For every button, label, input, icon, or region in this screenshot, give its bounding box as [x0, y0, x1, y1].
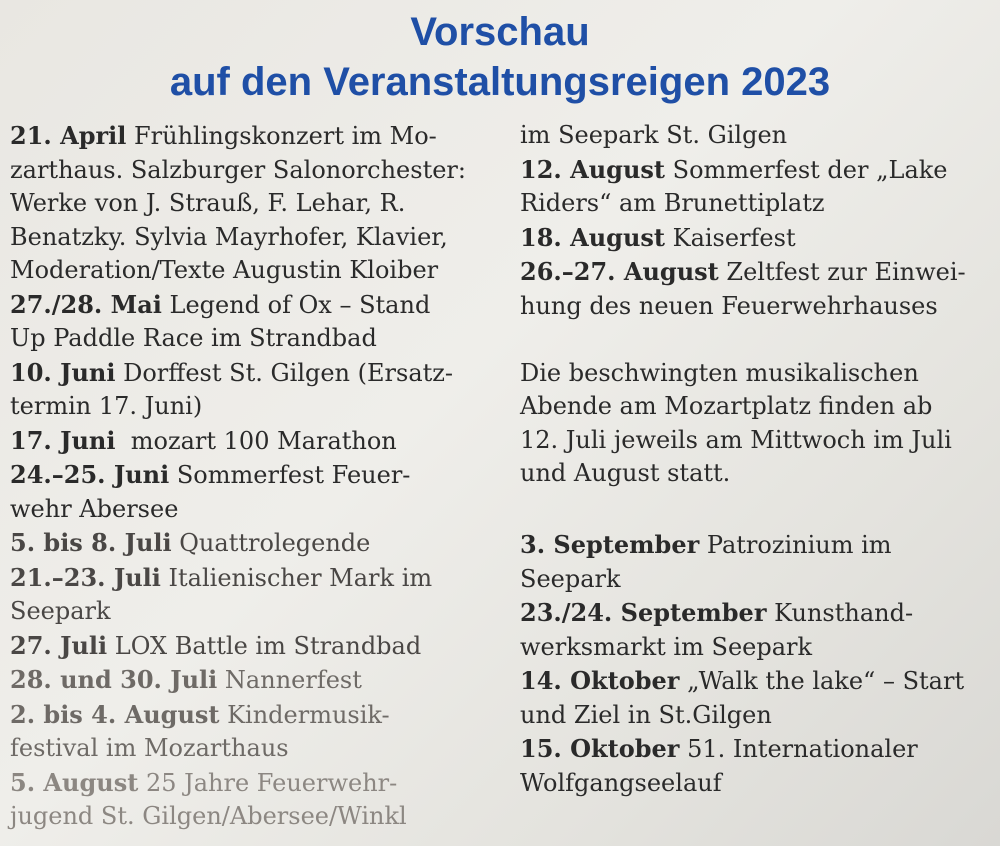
event-date: 3. September — [520, 530, 700, 559]
event-entry — [10, 698, 480, 766]
event-text: Zeltfest zur Einwei- — [718, 258, 966, 286]
event-date: 10. Juni — [10, 357, 116, 387]
event-text: Nannerfest — [217, 666, 362, 694]
event-date: 21. April — [10, 121, 127, 150]
event-entry — [520, 153, 995, 221]
event-text: festival im Mozarthaus — [10, 734, 289, 762]
event-entry — [10, 288, 480, 356]
event-date: 26.–27. August — [520, 257, 719, 286]
event-date: 14. Oktober — [520, 666, 680, 695]
event-date: 23./24. September — [520, 598, 767, 627]
event-text: Up Paddle Race im Strandbad — [10, 324, 377, 352]
event-text: Kaiserfest — [665, 223, 796, 252]
note-text: Abende am Mozartplatz finden ab — [520, 392, 933, 420]
event-text: Riders“ am Brunettiplatz — [520, 189, 825, 217]
event-text: Werke von J. Strauß, F. Lehar, R. — [10, 189, 406, 217]
event-text: Frühlingskonzert im Mo- — [126, 122, 437, 150]
event-continuation: im Seepark St. Gilgen — [520, 121, 788, 149]
event-text: Sommerfest Feuer- — [169, 461, 411, 489]
event-text: Benatzky. Sylvia Mayrhofer, Klavier, — [10, 222, 448, 251]
event-date: 12. August — [520, 154, 666, 184]
title-line-1: Vorschau — [410, 10, 590, 54]
event-text: Kindermusik- — [219, 700, 390, 729]
event-date: 17. Juni — [10, 425, 116, 455]
event-entry — [10, 424, 480, 459]
event-entry — [10, 458, 480, 526]
event-date: 27. Juli — [10, 630, 108, 660]
event-entry — [520, 255, 995, 323]
event-text: Legend of Ox – Stand — [161, 290, 431, 319]
event-text: Kunsthand- — [766, 599, 914, 627]
event-entry — [520, 664, 995, 732]
note-text: Die beschwingten musikalischen — [520, 358, 919, 387]
event-text: wehr Abersee — [10, 494, 179, 523]
event-entry — [10, 663, 480, 698]
note-text: und August statt. — [520, 459, 731, 487]
event-text: Seepark — [520, 564, 621, 593]
event-text: Wolfgangseelauf — [520, 768, 722, 797]
event-text: mozart 100 Marathon — [115, 426, 397, 455]
event-date: 21.–23. Juli — [10, 562, 161, 592]
event-text: zarthaus. Salzburger Salonorchester: — [10, 155, 466, 184]
event-text: Dorffest St. Gilgen (Ersatz- — [115, 358, 454, 387]
event-text: „Walk the lake“ – Start — [679, 667, 965, 695]
event-text: werksmarkt im Seepark — [520, 632, 813, 661]
event-text: termin 17. Juni) — [10, 392, 203, 420]
event-date: 28. und 30. Juli — [10, 665, 218, 694]
event-entry — [520, 596, 995, 664]
info-note — [520, 357, 995, 491]
note-text: 12. Juli jeweils am Mittwoch im Juli — [520, 425, 952, 454]
event-text: 25 Jahre Feuerwehr- — [138, 768, 398, 797]
left-column — [10, 119, 480, 834]
right-column — [520, 119, 995, 800]
event-entry — [10, 766, 480, 834]
event-entry — [520, 528, 995, 596]
event-text: Quattrolegende — [171, 529, 371, 557]
event-text: 51. Internationaler — [679, 735, 918, 763]
event-text: jugend St. Gilgen/Abersee/Winkl — [10, 802, 407, 830]
event-date: 2. bis 4. August — [10, 699, 220, 729]
event-text: Seepark — [10, 597, 111, 625]
event-entry — [10, 119, 480, 288]
event-text: und Ziel in St.Gilgen — [520, 700, 772, 729]
title-line-2: auf den Veranstaltungsreigen 2023 — [169, 60, 831, 104]
event-date: 24.–25. Juni — [10, 460, 170, 489]
event-text: Italienischer Mark im — [160, 563, 433, 592]
event-date: 5. bis 8. Juli — [10, 528, 172, 557]
event-date: 5. August — [10, 767, 139, 797]
event-text: LOX Battle im Strandbad — [107, 631, 422, 660]
event-text: Patrozinium im — [699, 531, 892, 559]
event-entry — [10, 356, 480, 424]
event-entry — [10, 561, 480, 629]
event-entry — [10, 629, 480, 664]
event-entry — [10, 526, 480, 561]
event-text: Moderation/Texte Augustin Kloiber — [10, 256, 439, 284]
event-date: 18. August — [520, 222, 666, 252]
event-date: 15. Oktober — [520, 734, 680, 763]
event-text: hung des neuen Feuerwehrhauses — [520, 291, 938, 320]
event-date: 27./28. Mai — [10, 289, 162, 319]
event-entry — [520, 732, 995, 800]
spacer — [520, 323, 995, 357]
event-text: Sommerfest der „Lake — [665, 155, 948, 184]
spacer — [520, 491, 995, 525]
event-entry — [520, 221, 995, 256]
